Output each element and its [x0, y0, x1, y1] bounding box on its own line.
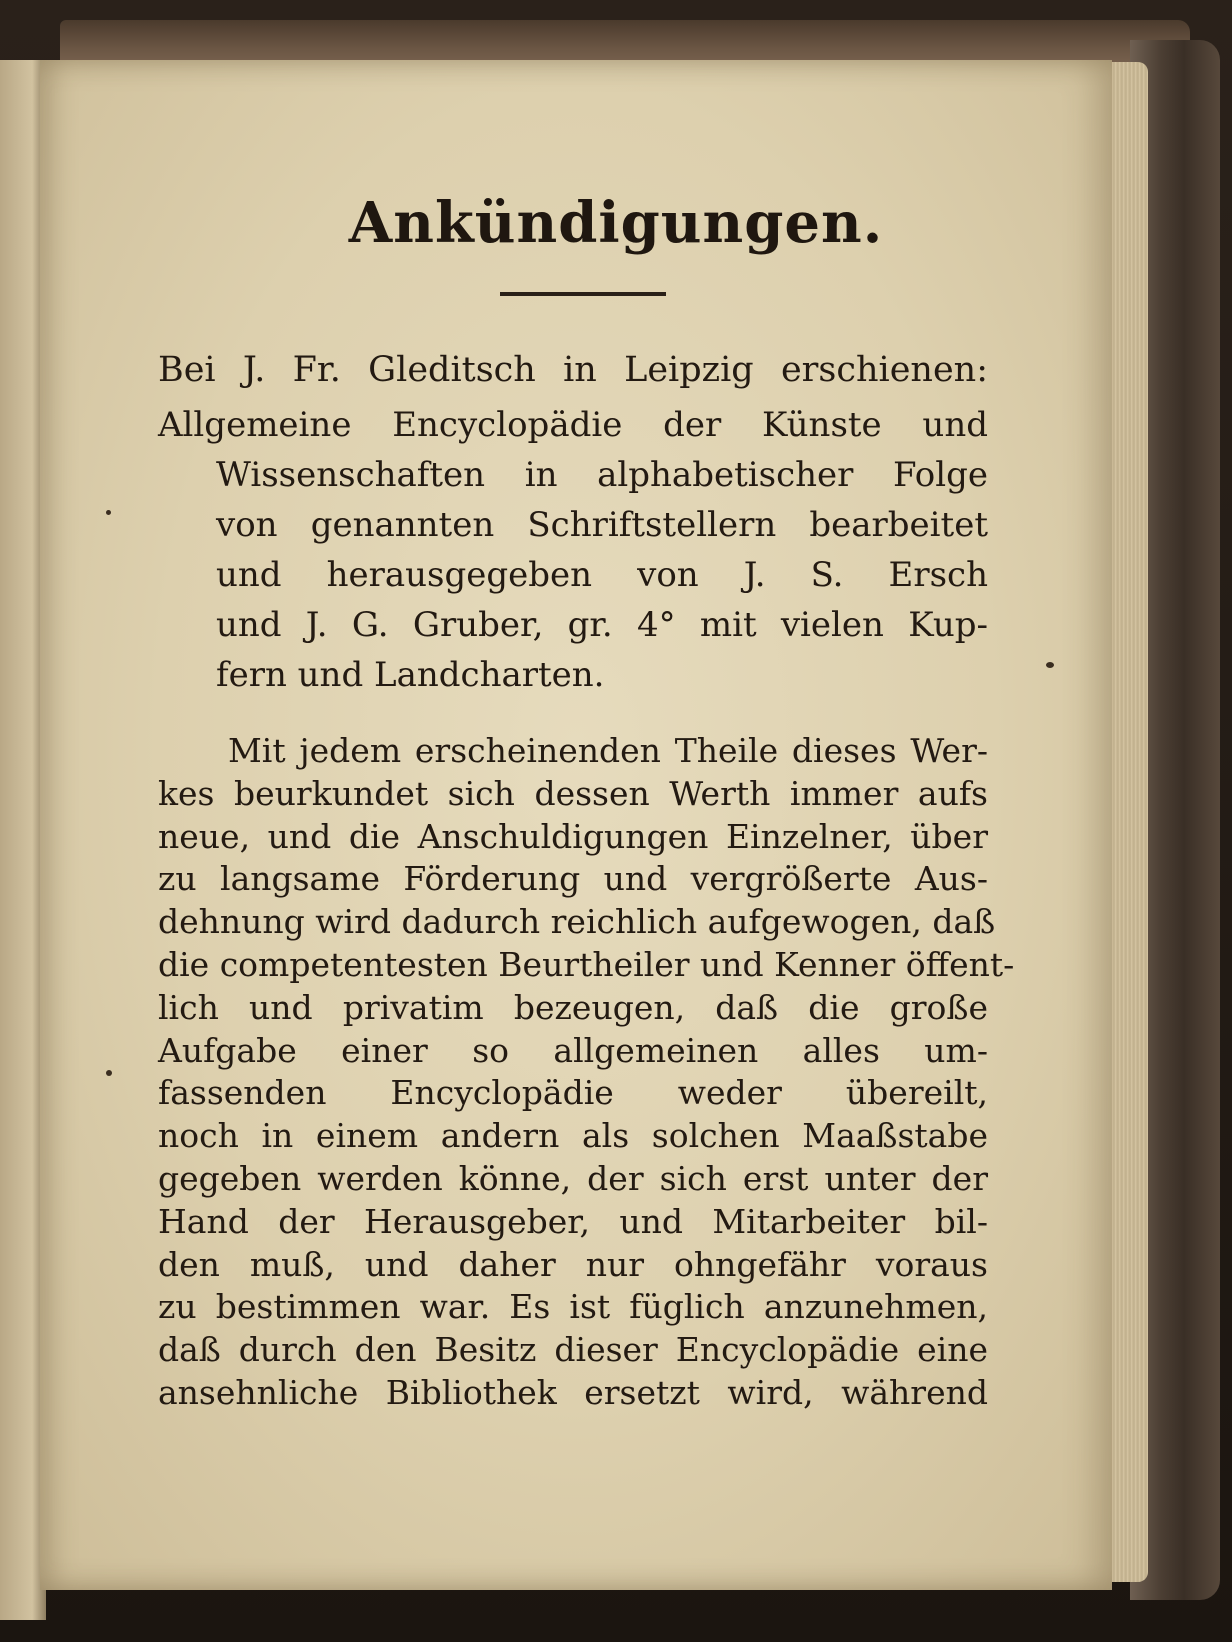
body-line: kes beurkundet sich dessen Werth immer aufs: [158, 773, 988, 813]
body-paragraph: [158, 730, 1015, 1415]
body-line: zu bestimmen war. Es ist füglich anzunehmen,: [158, 1287, 988, 1327]
entry-line: Wissenschaften in alphabetischer Folge: [216, 455, 988, 495]
body-line: noch in einem andern als solchen Maaßstabe: [158, 1116, 988, 1156]
entry-line: und herausgegeben von J. S. Ersch: [216, 555, 988, 595]
title-divider: [500, 292, 666, 296]
entry-line: und J. G. Gruber, gr. 4° mit vielen Kup-: [216, 605, 988, 645]
body-line: ansehnliche Bibliothek ersetzt wird, während: [158, 1372, 988, 1412]
body-line: zu langsame Förderung und vergrößerte Aus-: [158, 859, 988, 899]
body-line: dehnung wird dadurch reichlich aufgewogen, daß: [158, 902, 996, 942]
paper-speck: [106, 510, 111, 515]
body-line: Hand der Herausgeber, und Mitarbeiter bil-: [158, 1201, 988, 1241]
publisher-line: Bei J. Fr. Gleditsch in Leipzig erschienen:: [158, 350, 988, 390]
entry-line: fern und Landcharten.: [216, 655, 605, 695]
body-line: gegeben werden könne, der sich erst unter der: [158, 1158, 988, 1198]
body-line: neue, und die Anschuldigungen Einzelner, über: [158, 816, 988, 856]
body-line: Mit jedem erscheinenden Theile dieses Wer-: [228, 731, 988, 770]
entry-line: von genannten Schriftstellern bearbeitet: [216, 505, 988, 545]
book-entry: [158, 400, 988, 700]
paper-speck: [106, 1070, 112, 1076]
body-line: daß durch den Besitz dieser Encyclopädie eine: [158, 1330, 988, 1370]
body-line: fassenden Encyclopädie weder übereilt,: [158, 1073, 988, 1113]
body-line: die competentesten Beurtheiler und Kenner öffent-: [158, 944, 1015, 984]
body-line: Aufgabe einer so allgemeinen alles um-: [158, 1030, 988, 1070]
body-line: lich und privatim bezeugen, daß die große: [158, 987, 988, 1027]
paper-speck: [1046, 662, 1054, 668]
entry-line: Allgemeine Encyclopädie der Künste und: [158, 405, 988, 445]
body-line: den muß, und daher nur ohngefähr voraus: [158, 1244, 988, 1284]
page-title: Ankündigungen.: [348, 190, 884, 256]
